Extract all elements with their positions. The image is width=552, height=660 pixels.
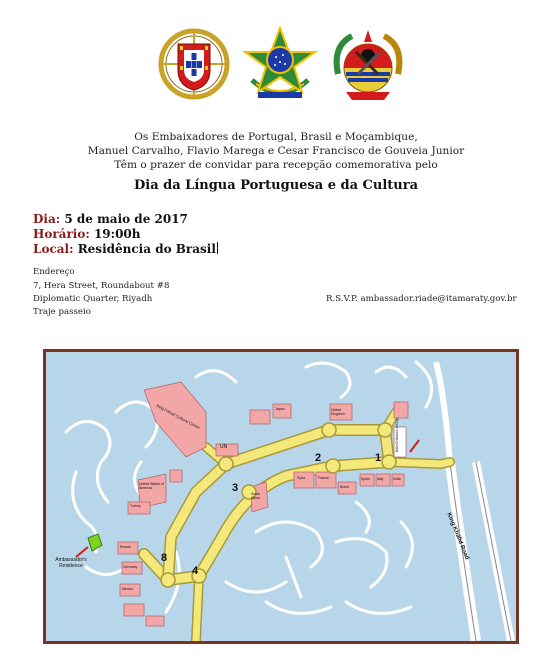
buildings [118, 382, 408, 626]
address-line-1: 7, Hera Street, Roundabout #8 [33, 281, 170, 291]
roundabout-label-4: 4 [192, 565, 199, 577]
roundabout-8 [161, 573, 175, 587]
portugal-coat-of-arms-icon [152, 22, 236, 106]
event-time [33, 227, 141, 241]
label-brazil: Brazil [340, 485, 349, 489]
roundabout-north-1 [378, 423, 392, 437]
address-line-2: Diplomatic Quarter, Riyadh [33, 294, 153, 304]
building-syria [294, 472, 314, 488]
roundabout-west [219, 457, 233, 471]
king-khalid-road-label: King Khalid Road [445, 512, 470, 561]
date-label: Dia: [33, 212, 61, 226]
label-mexico: Mexico [122, 587, 134, 591]
brazil-coat-of-arms-icon [238, 22, 322, 106]
building-france [316, 472, 336, 488]
label-un: UN [220, 444, 228, 450]
label-us: United States of America [139, 482, 164, 490]
building-king-fahd [144, 382, 206, 457]
label-russia: Russia [120, 545, 131, 549]
text-cursor [217, 242, 219, 254]
roundabout-label-2: 2 [315, 452, 322, 464]
place-value: Residência do Brasil [77, 242, 216, 256]
label-south-africa: South Africa [251, 492, 261, 500]
invitation-line-3: Têm o prazer de convidar para recepção comemorativa pelo [114, 159, 438, 171]
event-date [33, 212, 188, 226]
residence-label-line-1: Ambassador's [55, 557, 87, 563]
rsvp-contact: R.S.V.P. ambassador.riade@itamaraty.gov.br [326, 294, 517, 304]
label-turkey: Turkey [130, 504, 141, 508]
mozambique-coat-of-arms-icon [326, 22, 410, 106]
label-king-fahd: King Fahad Cultural Centre [155, 402, 201, 431]
invitation-line-1: Os Embaixadores de Portugal, Brasil e Moçambique, [134, 131, 418, 143]
building-japan-1 [250, 410, 270, 424]
date-value: 5 de maio de 2017 [64, 212, 188, 226]
building-south [124, 604, 144, 616]
location-map [43, 349, 519, 644]
event-place [33, 242, 218, 256]
roundabout-label-1: 1 [375, 452, 382, 464]
roundabout-label-3: 3 [232, 482, 239, 494]
label-france: France [318, 476, 329, 480]
roundabout-north-2 [322, 423, 336, 437]
label-main-entrance: Main Entrance of D.Q. [395, 417, 399, 452]
place-label: Local: [33, 242, 74, 256]
address-heading: Endereço [33, 267, 75, 277]
event-title: Dia da Língua Portuguesa e da Cultura [133, 178, 418, 193]
time-label: Horário: [33, 227, 90, 241]
roundabout-1 [382, 455, 396, 469]
invitation-line-2: Manuel Carvalho, Flavio Marega e Cesar Francisco de Gouveia Junior [87, 145, 465, 157]
label-syria: Syria [297, 476, 305, 480]
building-us-annex [170, 470, 182, 482]
label-japan: Japan [275, 407, 285, 411]
label-germany: Germany [123, 565, 138, 569]
label-italy: Italy [377, 477, 384, 481]
residence-marker [88, 534, 102, 551]
roundabout-label-8: 8 [161, 552, 168, 564]
building-south-2 [146, 616, 164, 626]
residence-label [48, 557, 94, 569]
label-india: India [393, 477, 401, 481]
label-uk: United Kingdom [331, 408, 345, 416]
dress-code: Traje passeio [33, 307, 91, 317]
residence-arrow [76, 547, 88, 557]
map-drawing [46, 352, 516, 641]
time-value: 19:00h [93, 227, 141, 241]
highway [436, 362, 511, 641]
entrance-arrow [410, 440, 419, 452]
label-spain: Spain [361, 477, 370, 481]
roundabout-2 [326, 459, 340, 473]
residence-label-line-2: Residence [59, 563, 83, 569]
building-north [394, 402, 408, 418]
